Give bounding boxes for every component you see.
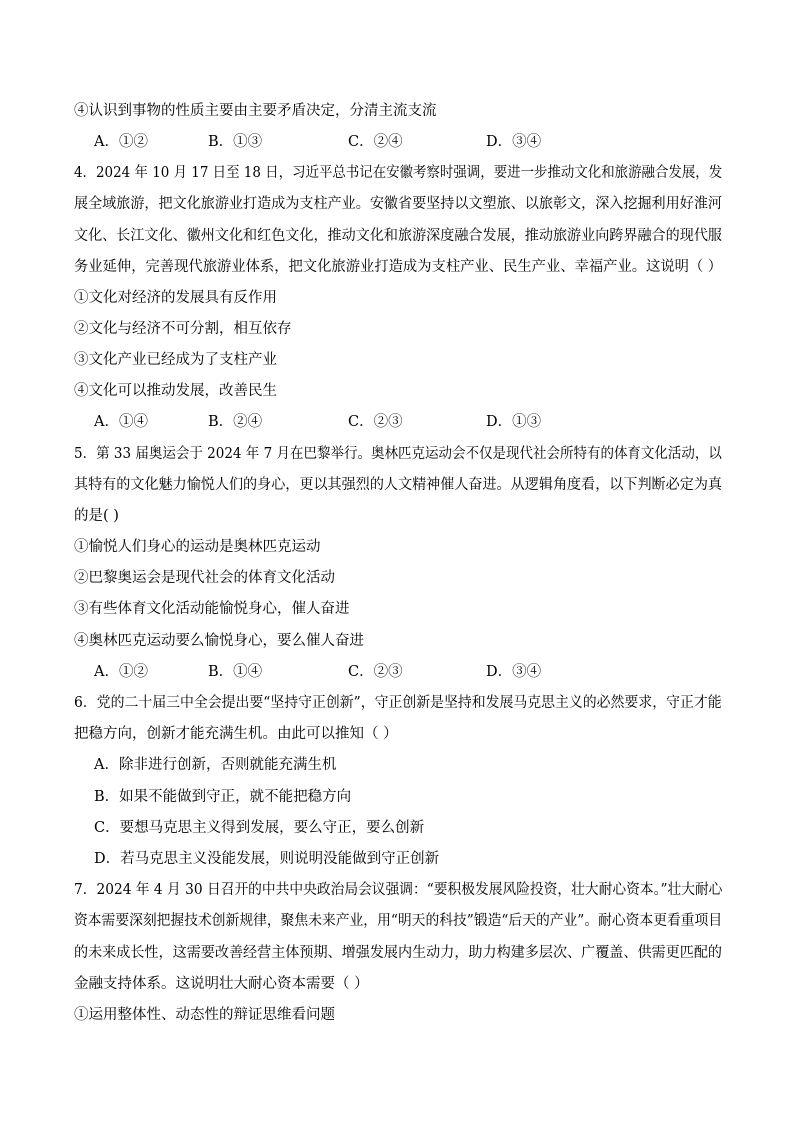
q4-stem-line: 文化、长江文化、徽州文化和红色文化，推动文化和旅游深度融合发展，推动旅游业向跨界融合的现代服 [74, 228, 722, 244]
q5-option-c: C．②③ [348, 664, 403, 680]
q7-stem-line: 的未来成长性，这需要改善经营主体预期、增强发展内生动力，助力构建多层次、广覆盖、供需更匹配的 [74, 945, 722, 961]
prev-option-d: D．③④ [486, 134, 542, 150]
prev-option-c: C．②④ [348, 134, 403, 150]
q5-option-b: B．①④ [208, 664, 263, 680]
q5-item-2: ②巴黎奥运会是现代社会的体育文化活动 [74, 570, 335, 586]
q5-item-3: ③有些体育文化活动能愉悦身心，催人奋进 [74, 601, 350, 617]
q4-option-a: A．①④ [94, 414, 148, 430]
q5-item-4: ④奥林匹克运动要么愉悦身心，要么催人奋进 [74, 633, 364, 649]
q5-stem-line: 5．第 33 届奥运会于 2024 年 7 月在巴黎举行。奥林匹克运动会不仅是现代社会所特有的体育文化活动，以 [74, 446, 722, 462]
q7-item-1: ①运用整体性、动态性的辩证思维看问题 [74, 1007, 335, 1023]
q6-option-d: D．若马克思主义没能发展，则说明没能做到守正创新 [94, 851, 440, 867]
q4-option-b: B．②④ [208, 414, 263, 430]
prev-option-a: A．①② [94, 134, 148, 150]
q5-item-1: ①愉悦人们身心的运动是奥林匹克运动 [74, 539, 321, 555]
q5-option-a: A．①② [94, 664, 148, 680]
q4-option-c: C．②③ [348, 414, 403, 430]
q5-option-d: D．③④ [486, 664, 542, 680]
q4-stem-line: 务业延伸，完善现代旅游业体系，把文化旅游业打造成为支柱产业、民生产业、幸福产业。这说明（ ） [74, 259, 723, 275]
q7-stem-line: 金融支持体系。这说明壮大耐心资本需要（ ） [74, 976, 369, 992]
q7-stem-line: 7．2024 年 4 月 30 日召开的中共中央政治局会议强调：“要积极发展风险投资，壮大耐心资本。”壮大耐心 [74, 882, 723, 898]
q4-option-d: D．①③ [486, 414, 542, 430]
q4-item-2: ②文化与经济不可分割，相互依存 [74, 321, 292, 337]
q6-option-b: B．如果不能做到守正，就不能把稳方向 [94, 789, 352, 805]
q6-stem-line: 把稳方向，创新才能充满生机。由此可以推知（ ） [74, 726, 398, 742]
prev-option-b: B．①③ [208, 134, 263, 150]
q4-item-4: ④文化可以推动发展，改善民生 [74, 383, 277, 399]
q4-stem-line: 4．2024 年 10 月 17 日至 18 日，习近平总书记在安徽考察时强调，要进一步推动文化和旅游融合发展，发 [74, 165, 723, 181]
q4-stem-line: 展全域旅游，把文化旅游业打造成为支柱产业。安徽省要坚持以文塑旅、以旅彰文，深入挖掘利用好淮河 [74, 196, 722, 212]
q4-item-1: ①文化对经济的发展具有反作用 [74, 290, 277, 306]
q6-option-c: C．要想马克思主义得到发展，要么守正，要么创新 [94, 820, 425, 836]
q5-stem-line: 其特有的文化魅力愉悦人们的身心，更以其强烈的人文精神催人奋进。从逻辑角度看，以下判断必定为真 [74, 477, 722, 493]
prev-item-4: ④认识到事物的性质主要由主要矛盾决定，分清主流支流 [74, 103, 437, 119]
q5-stem-line: 的是( ) [74, 508, 119, 524]
q6-option-a: A．除非进行创新，否则就能充满生机 [94, 757, 337, 773]
q7-stem-line: 资本需要深刻把握技术创新规律，聚焦未来产业，用“明天的科技”锻造“后天的产业”。耐心资本更看重项目 [74, 913, 723, 929]
q4-item-3: ③文化产业已经成为了支柱产业 [74, 352, 277, 368]
q6-stem-line: 6．党的二十届三中全会提出要“坚持守正创新”，守正创新是坚持和发展马克思主义的必然要求，守正才能 [74, 695, 722, 711]
